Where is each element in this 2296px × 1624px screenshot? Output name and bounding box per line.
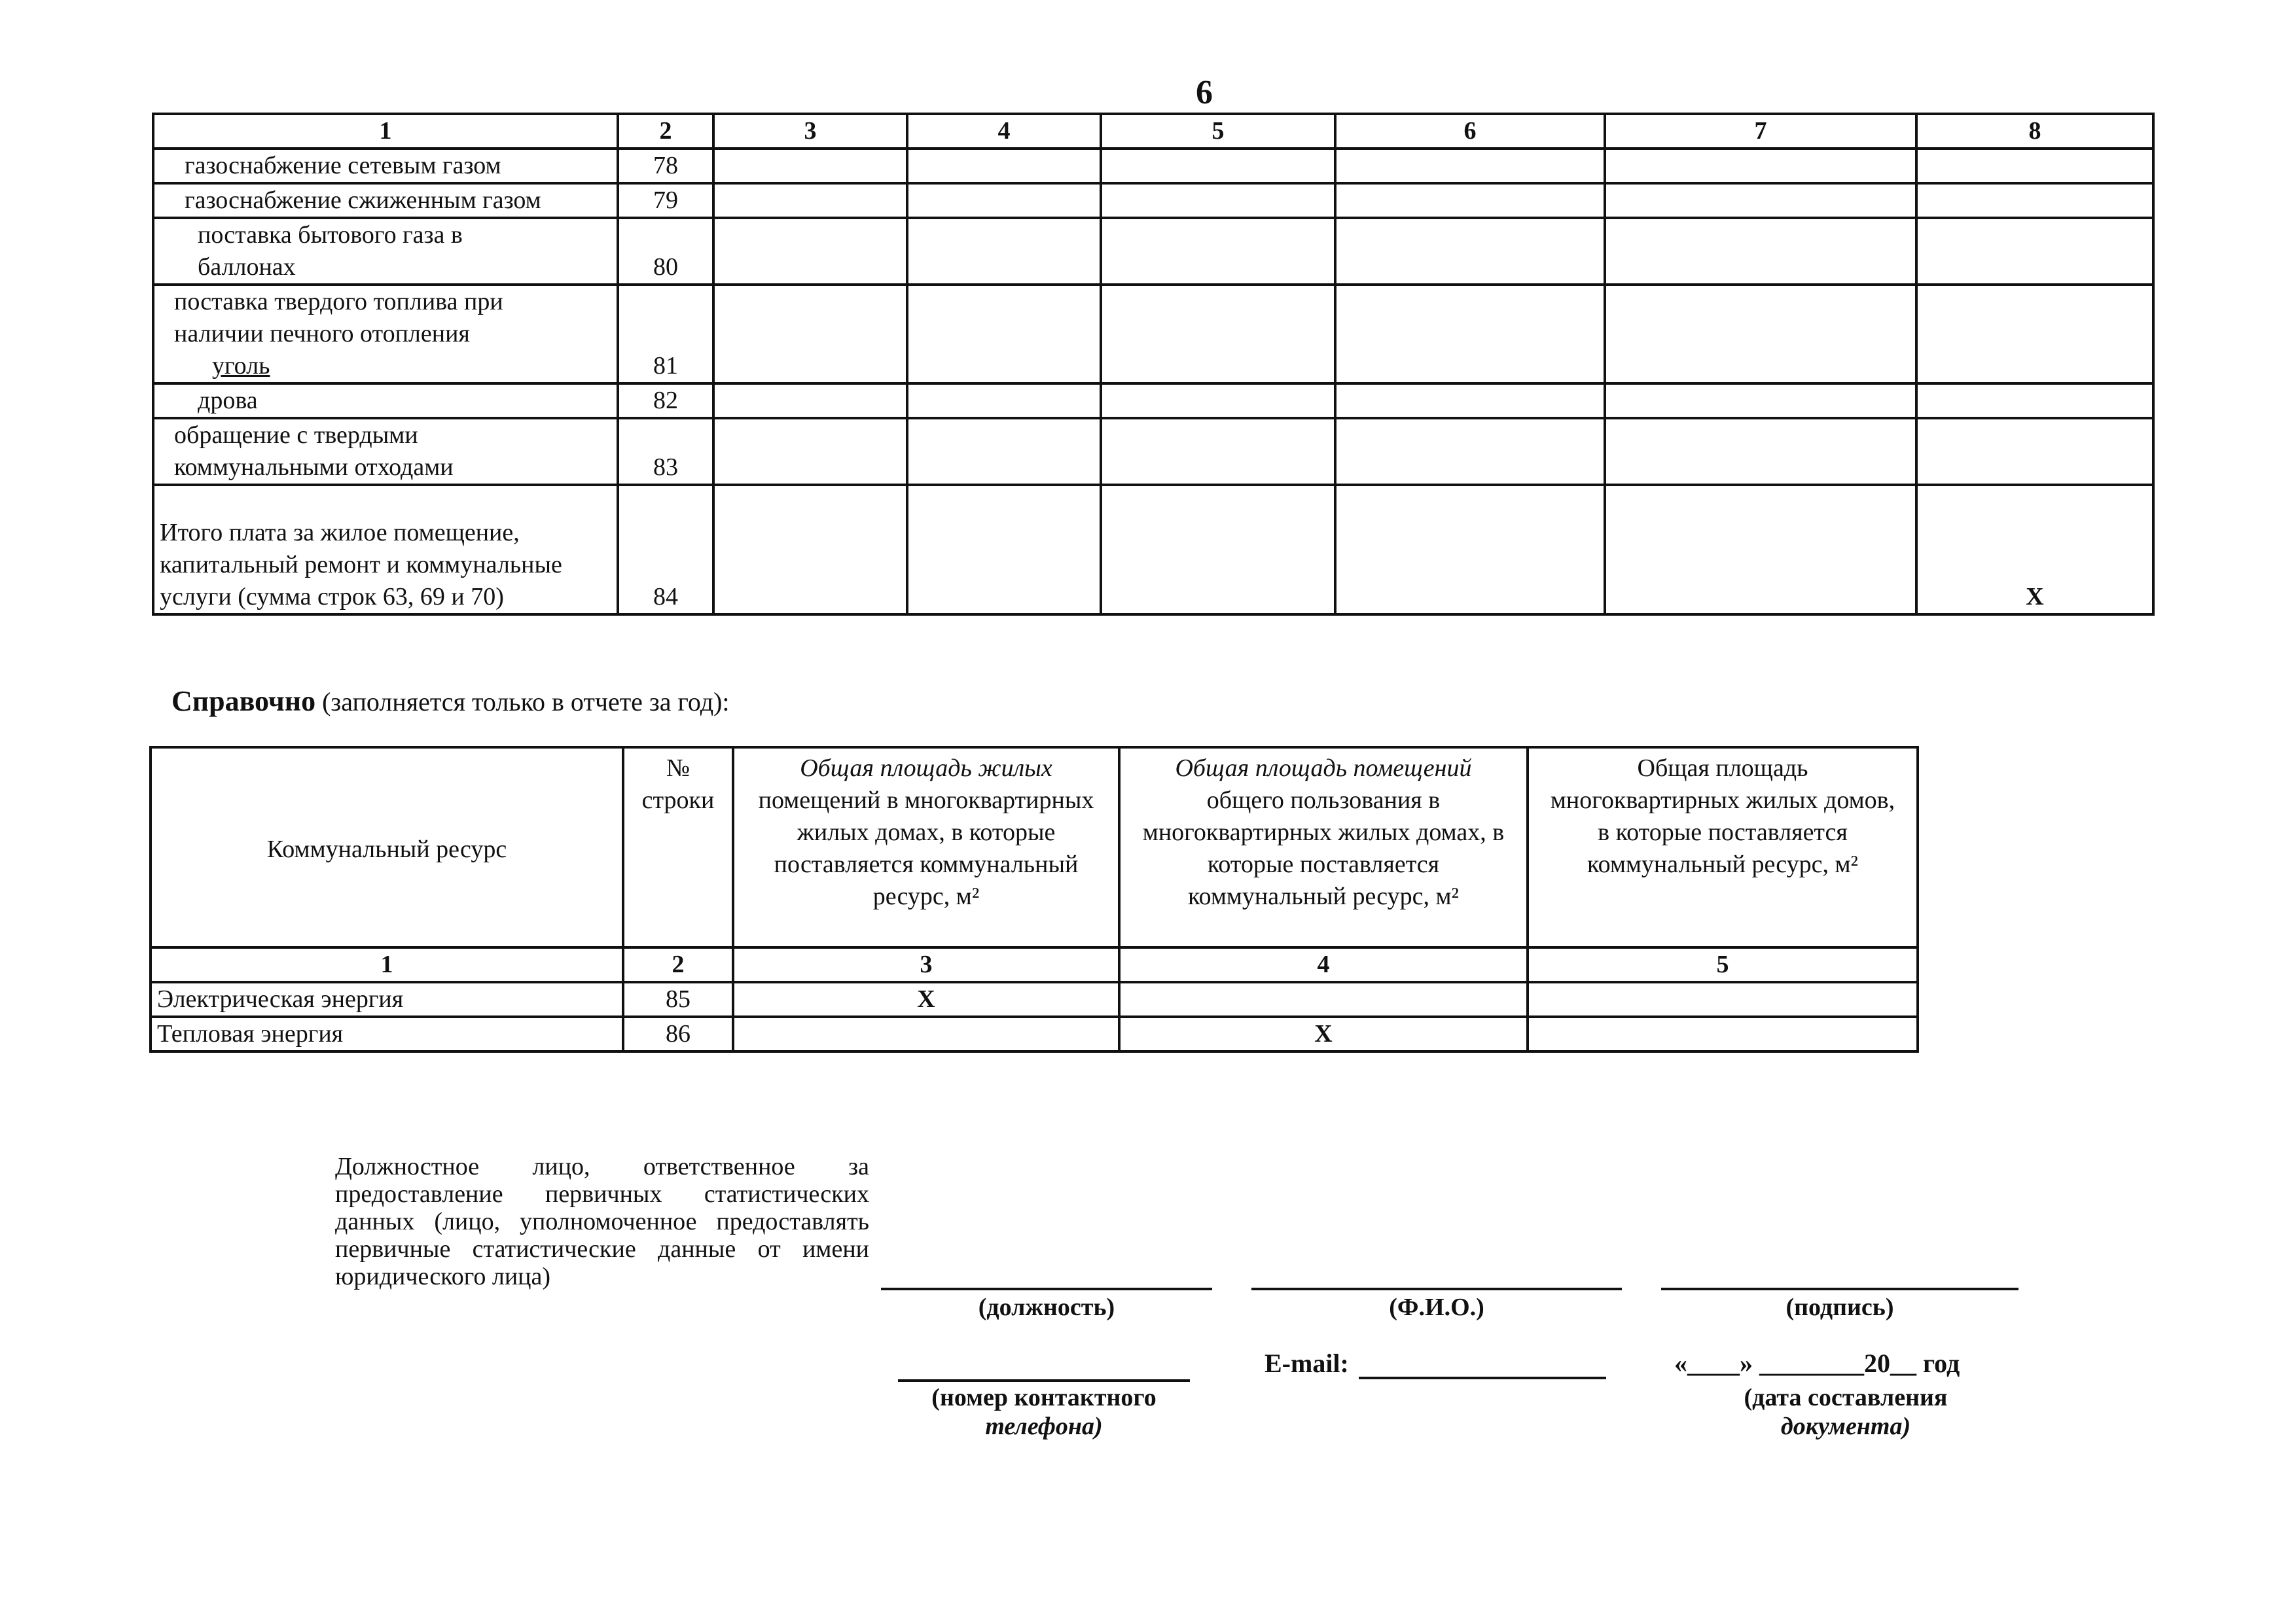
row-label: дрова (153, 383, 618, 418)
column-number: 6 (1335, 114, 1605, 149)
header-building-area: Общая площадь многоквартирных жилых домов, в которые поставляется коммунальный ресурс, м² (1528, 747, 1918, 947)
data-cell[interactable] (713, 418, 907, 485)
table-row (151, 1017, 1918, 1051)
official-description: Должностное лицо, ответственное за предоставление первичных статистических данных (лицо, уполномоченное предоставлять первичные статистические данные от имени юридического лица) (335, 1153, 869, 1290)
page-number: 6 (1196, 74, 1213, 111)
reference-heading (171, 684, 730, 718)
date-caption-line1: (дата составления (1744, 1384, 1948, 1411)
data-cell[interactable] (1916, 218, 2153, 285)
email-line[interactable] (1359, 1377, 1606, 1379)
column-number: 4 (1119, 947, 1528, 982)
table-row (151, 982, 1918, 1017)
data-cell[interactable] (1335, 485, 1605, 614)
date-caption (1676, 1383, 2016, 1441)
row-sub-label: уголь (212, 352, 270, 380)
table-row (153, 285, 2153, 383)
data-cell[interactable] (1605, 485, 1916, 614)
data-cell[interactable] (733, 1017, 1119, 1051)
table-row (153, 218, 2153, 285)
column-number: 1 (151, 947, 623, 982)
row-label: газоснабжение сетевым газом (153, 149, 618, 183)
data-cell[interactable] (1528, 1017, 1918, 1051)
row-code: 83 (618, 418, 713, 485)
reference-table (149, 746, 1919, 1053)
data-cell[interactable] (1335, 218, 1605, 285)
column-number: 4 (907, 114, 1101, 149)
phone-caption-line2: телефона) (985, 1413, 1103, 1440)
data-cell[interactable] (1101, 418, 1335, 485)
data-cell[interactable] (1916, 285, 2153, 383)
data-cell[interactable] (713, 218, 907, 285)
data-cell[interactable] (1101, 183, 1335, 218)
data-cell[interactable] (1916, 418, 2153, 485)
row-label-text: поставка твердого топлива при наличии печного отопления (174, 288, 503, 347)
column-number: 3 (733, 947, 1119, 982)
table-row (153, 383, 2153, 418)
column-number: 1 (153, 114, 618, 149)
row-code: 84 (618, 485, 713, 614)
email-label: E-mail: (1265, 1349, 1349, 1378)
signature-line[interactable] (1661, 1288, 2018, 1290)
data-cell[interactable] (907, 383, 1101, 418)
row-label: Тепловая энергия (151, 1017, 623, 1051)
data-cell[interactable] (713, 485, 907, 614)
data-cell[interactable] (1335, 285, 1605, 383)
position-caption: (должность) (978, 1294, 1115, 1321)
data-cell[interactable] (1101, 149, 1335, 183)
date-template[interactable]: «____» ________20__ год (1674, 1349, 1960, 1378)
table-row (153, 418, 2153, 485)
data-cell[interactable] (1605, 383, 1916, 418)
header-resource: Коммунальный ресурс (151, 747, 623, 947)
data-cell[interactable]: Х (1916, 485, 2153, 614)
column-number: 5 (1528, 947, 1918, 982)
reference-column-number-row (151, 947, 1918, 982)
column-number: 5 (1101, 114, 1335, 149)
phone-line[interactable] (898, 1379, 1190, 1382)
data-cell[interactable] (1916, 149, 2153, 183)
data-cell[interactable] (1335, 418, 1605, 485)
data-cell[interactable] (1101, 218, 1335, 285)
data-cell[interactable] (907, 285, 1101, 383)
table-row (153, 183, 2153, 218)
column-number: 8 (1916, 114, 2153, 149)
data-cell[interactable] (1101, 285, 1335, 383)
date-caption-line2: документа) (1780, 1413, 1911, 1440)
data-cell[interactable] (713, 183, 907, 218)
header-living-area (733, 747, 1119, 947)
data-cell[interactable] (1605, 418, 1916, 485)
column-number: 3 (713, 114, 907, 149)
reference-header-row (151, 747, 1918, 947)
data-cell[interactable] (1916, 383, 2153, 418)
data-cell[interactable] (907, 418, 1101, 485)
data-cell[interactable] (713, 285, 907, 383)
column-number: 2 (623, 947, 733, 982)
row-code: 80 (618, 218, 713, 285)
data-cell[interactable] (907, 485, 1101, 614)
row-label (153, 285, 618, 383)
reference-heading-bold: Справочно (171, 685, 316, 717)
data-cell[interactable] (1916, 183, 2153, 218)
row-code: 85 (623, 982, 733, 1017)
data-cell[interactable]: Х (733, 982, 1119, 1017)
row-label: поставка бытового газа в баллонах (153, 218, 618, 285)
row-label: Электрическая энергия (151, 982, 623, 1017)
name-caption: (Ф.И.О.) (1389, 1294, 1484, 1321)
column-number-row (153, 114, 2153, 149)
position-line[interactable] (881, 1288, 1212, 1290)
row-code: 81 (618, 285, 713, 383)
data-cell[interactable] (907, 149, 1101, 183)
data-cell[interactable]: Х (1119, 1017, 1528, 1051)
phone-caption (898, 1383, 1190, 1441)
reference-heading-note: (заполняется только в отчете за год): (315, 687, 730, 716)
data-cell[interactable] (907, 183, 1101, 218)
row-label: газоснабжение сжиженным газом (153, 183, 618, 218)
data-cell[interactable] (713, 383, 907, 418)
data-cell[interactable] (1335, 149, 1605, 183)
header-row-number: № строки (623, 747, 733, 947)
signature-caption: (подпись) (1785, 1294, 1894, 1321)
data-cell[interactable] (1119, 982, 1528, 1017)
header-living-area-rest: помещений в многоквартирных жилых домах, в которые поставляется коммунальный ресурс, м² (758, 786, 1094, 910)
data-cell[interactable] (1605, 285, 1916, 383)
data-cell[interactable] (1335, 183, 1605, 218)
data-cell[interactable] (1605, 183, 1916, 218)
header-common-area-italic: Общая площадь помещений (1175, 754, 1472, 782)
name-line[interactable] (1251, 1288, 1622, 1290)
header-common-area (1119, 747, 1528, 947)
row-code: 79 (618, 183, 713, 218)
data-cell[interactable] (1101, 485, 1335, 614)
data-cell[interactable] (907, 218, 1101, 285)
header-living-area-italic: Общая площадь жилых (800, 754, 1052, 782)
column-number: 7 (1605, 114, 1916, 149)
data-cell[interactable] (1528, 982, 1918, 1017)
column-number: 2 (618, 114, 713, 149)
data-cell[interactable] (713, 149, 907, 183)
data-cell[interactable] (1605, 149, 1916, 183)
main-table (152, 113, 2155, 616)
data-cell[interactable] (1335, 383, 1605, 418)
row-code: 82 (618, 383, 713, 418)
row-code: 78 (618, 149, 713, 183)
table-row (153, 485, 2153, 614)
header-common-area-rest: общего пользования в многоквартирных жилых домах, в которые поставляется коммунальный ресурс, м² (1142, 786, 1505, 910)
row-code: 86 (623, 1017, 733, 1051)
data-cell[interactable] (1101, 383, 1335, 418)
phone-caption-line1: (номер контактного (931, 1384, 1157, 1411)
table-row (153, 149, 2153, 183)
row-label: обращение с твердыми коммунальными отходами (153, 418, 618, 485)
row-label: Итого плата за жилое помещение, капитальный ремонт и коммунальные услуги (сумма строк 63, 69 и 70) (153, 485, 618, 614)
data-cell[interactable] (1605, 218, 1916, 285)
